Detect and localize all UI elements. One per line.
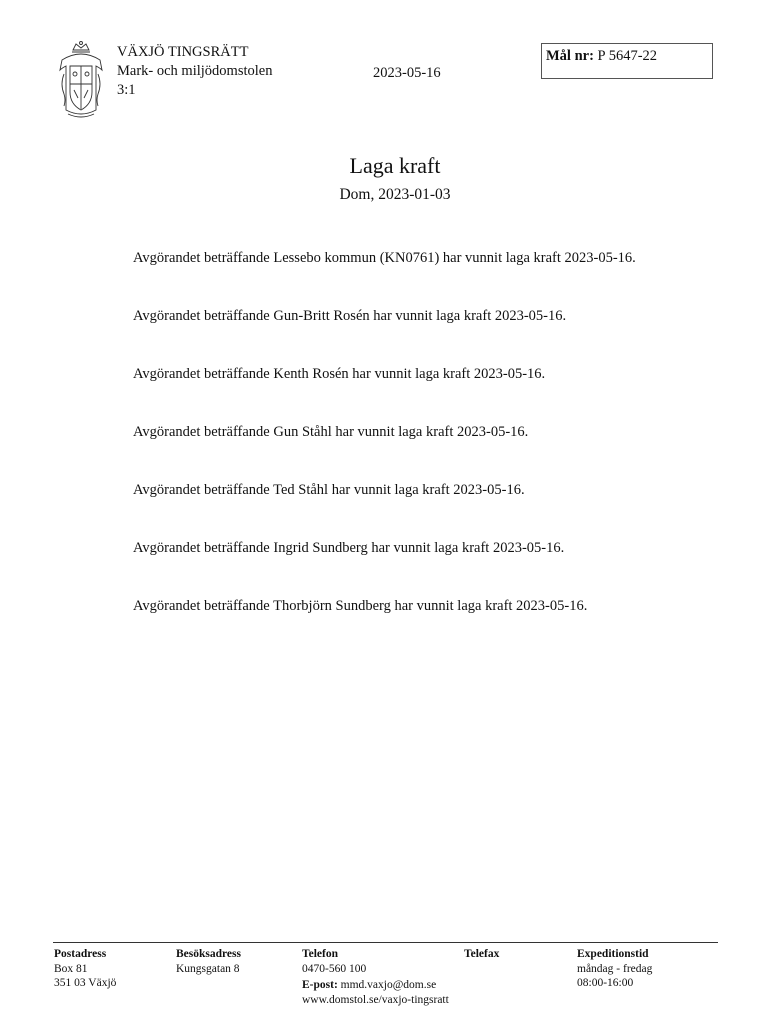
footer-visit-heading: Besöksadress [176, 948, 241, 960]
decision-paragraph: Avgörandet beträffande Ingrid Sundberg har vunnit laga kraft 2023-05-16. [133, 540, 565, 556]
decision-list [133, 246, 663, 652]
footer-fax [464, 947, 499, 962]
footer-phone [302, 947, 449, 1007]
decision-paragraph: Avgörandet beträffande Thorbjörn Sundberg har vunnit laga kraft 2023-05-16. [133, 598, 588, 614]
footer-postal-address [54, 947, 116, 991]
footer-postal-line2: 351 03 Växjö [54, 977, 117, 989]
court-name: VÄXJÖ TINGSRÄTT [117, 44, 249, 60]
decision-paragraph: Avgörandet beträffande Lessebo kommun (KN0761) har vunnit laga kraft 2023-05-16. [133, 250, 636, 266]
footer-website[interactable]: www.domstol.se/vaxjo-tingsratt [302, 993, 449, 1006]
case-number-label: Mål nr: [546, 48, 594, 64]
footer-fax-heading: Telefax [464, 948, 500, 960]
footer-postal-line1: Box 81 [54, 962, 88, 975]
footer-visit-line1: Kungsgatan 8 [176, 962, 240, 975]
coat-of-arms-icon [56, 40, 106, 120]
decision-paragraph: Avgörandet beträffande Kenth Rosén har vunnit laga kraft 2023-05-16. [133, 366, 546, 382]
decision-paragraph: Avgörandet beträffande Ted Ståhl har vunnit laga kraft 2023-05-16. [133, 482, 525, 498]
court-header [117, 43, 272, 100]
footer-divider [53, 942, 718, 943]
footer-hours-days: måndag - fredag [577, 962, 653, 975]
footer-email-row [302, 978, 449, 993]
footer-postal-heading: Postadress [54, 948, 107, 960]
footer-hours-heading: Expeditionstid [577, 948, 649, 960]
footer-email-label: E-post: [302, 979, 338, 991]
footer-hours-time: 08:00-16:00 [577, 977, 634, 989]
header-date: 2023-05-16 [373, 65, 441, 81]
footer-phone-heading: Telefon [302, 948, 338, 960]
footer-office-hours [577, 947, 652, 991]
footer-phone-number: 0470-560 100 [302, 962, 367, 975]
case-number: P 5647-22 [597, 48, 658, 64]
court-section: 3:1 [117, 82, 136, 98]
footer-email[interactable]: mmd.vaxjo@dom.se [340, 979, 437, 991]
court-department: Mark- och miljödomstolen [117, 63, 273, 79]
document-title: Laga kraft [349, 153, 441, 178]
decision-paragraph: Avgörandet beträffande Gun Ståhl har vunnit laga kraft 2023-05-16. [133, 424, 529, 440]
document-subtitle: Dom, 2023-01-03 [339, 186, 451, 203]
case-number-box [541, 43, 713, 79]
decision-paragraph: Avgörandet beträffande Gun-Britt Rosén har vunnit laga kraft 2023-05-16. [133, 308, 567, 324]
footer-visit-address [176, 947, 241, 976]
